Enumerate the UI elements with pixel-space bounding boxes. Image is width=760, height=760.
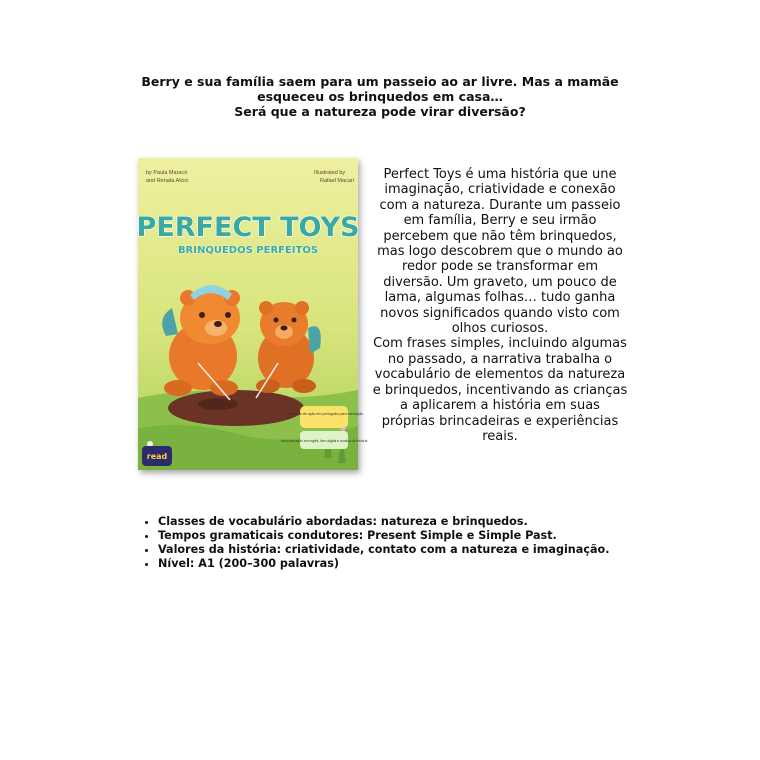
cover-authors-2: and Renata Alcici xyxy=(146,178,189,184)
intro-line-2: esqueceu os brinquedos em casa… xyxy=(257,89,503,104)
list-item: • Tempos gramaticais condutores: Present Simple e Simple Past. xyxy=(158,529,678,543)
intro-text xyxy=(120,74,640,119)
cover-illustrator-2: Rafael Macari xyxy=(320,178,354,184)
list-item: • Valores da história: criatividade, contato com a natureza e imaginação. xyxy=(158,543,678,557)
cover-authors-1: by Paula Maracó xyxy=(146,170,188,176)
publisher-logo-text: read xyxy=(146,452,168,461)
book-details-list xyxy=(140,515,678,571)
cover-sticker-text: Com dicas de ação em português para mediação xyxy=(284,412,364,416)
mud-splash xyxy=(198,398,238,410)
list-item: • Classes de vocabulário abordadas: natureza e brinquedos. xyxy=(158,515,678,529)
list-item: • Nível: A1 (200–300 palavras) xyxy=(158,557,678,571)
book-cover-illustration xyxy=(136,158,368,470)
publisher-logo xyxy=(142,446,172,466)
intro-line-3: Será que a natureza pode virar diversão? xyxy=(234,104,526,119)
description-paragraph-2: Com frases simples, incluindo algumas no passado, a narrativa trabalha o vocabulário de elementos da natureza e brinquedos, incentivando as crianças a aplicarem a história em suas próprias brincadeiras e experiências reais. xyxy=(372,336,628,444)
book-description xyxy=(372,167,628,444)
description-paragraph-1: Perfect Toys é uma história que une imaginação, criatividade e conexão com a natureza. Durante um passeio em família, Berry e seu irmão percebem que não têm brinquedos, mas logo descobrem que o mundo ao redor pode se transformar em diversão. Um graveto, um pouco de lama, algumas folhas… tudo ganha novos significados quando visto com olhos curiosos. xyxy=(377,167,623,337)
book-cover xyxy=(136,158,368,470)
cover-title: PERFECT TOYS xyxy=(136,212,360,243)
cover-subtitle: BRINQUEDOS PERFEITOS xyxy=(177,245,319,256)
cover-illustrator-1: Illustrated by xyxy=(314,170,346,176)
mud-puddle xyxy=(168,390,304,426)
cover-audio-text: Inclui narração em inglês, livro digital e música da história xyxy=(280,439,368,443)
intro-line-1: Berry e sua família saem para um passeio ao ar livre. Mas a mamãe xyxy=(141,74,619,89)
